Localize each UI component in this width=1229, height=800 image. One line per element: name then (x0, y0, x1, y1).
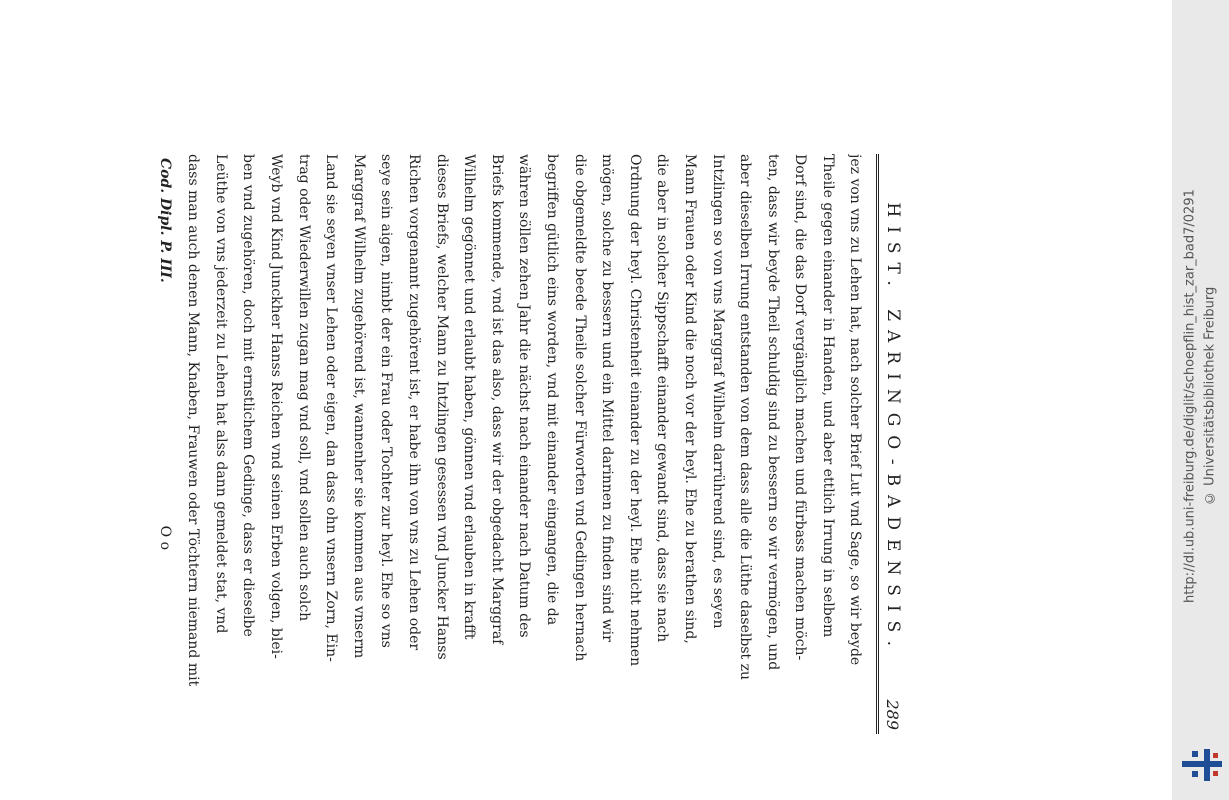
text-line: währen söllen zehen Jahr die nächst nach einander nach Datum des (516, 154, 533, 638)
text-line: Mann Frauen oder Kind die noch vor der heyl. Ehe zu berathen sind, (681, 154, 698, 644)
signature-mark: O o (156, 525, 173, 550)
source-url[interactable]: http://dl.ub.uni-freiburg.de/diglit/schoepflin_hist_zar_bad7/0291 (1182, 189, 1198, 603)
body-text (179, 154, 877, 734)
ub-freiburg-logo-icon (1180, 745, 1224, 785)
text-line: die aber in solcher Sippschafft einander gewandt sind, dass sie nach (654, 154, 671, 643)
page-footer (151, 154, 179, 734)
text-line: Briefs kommende, vnd ist das also, dass wir der obgedacht Marggraf (488, 154, 505, 645)
sidebar-text (1176, 16, 1229, 776)
text-line: die obgemeldte beede Theile solcher Fürworten vnd Gedingen hernach (571, 154, 588, 662)
text-line: Richen vorgenannt zugehörent ist, er habe ihn von vns zu Lehen oder (406, 154, 422, 651)
text-line: ben vnd zugehören, doch mit ernstlichem Gedinge, dass er dieselbe (240, 154, 257, 637)
page-header (877, 154, 924, 734)
logo-accent-top (1213, 753, 1218, 758)
text-line: dieses Briefs, welcher Mann zu Intzlingen gesessen vnd Juncker Hanss (433, 154, 450, 660)
text-line: dass man auch denen Mann, Knaben, Frauwen oder Töchtern niemand mit (185, 154, 202, 687)
text-line: trag oder Wiederwillen zugan mag vnd soll, vnd sollen auch solch (295, 154, 312, 622)
text-line: Land sie seyen vnser Lehen oder eigen, dan dass ohn vnsern Zorn, Ein- (323, 154, 340, 662)
page-number: 289 (883, 699, 903, 730)
citation: Cod. Dipl. P. III. (156, 158, 173, 283)
text-line: Weyb vnd Kind Junckher Hanss Reichen vnd seinen Erben volgen, blei- (268, 154, 285, 659)
text-line: begriffen gütlich eins worden, vnd mit einander eingangen, die da (543, 154, 560, 626)
text-line: Theile gegen einander in Handen, und aber ettlich Irrung in selbem (819, 154, 836, 638)
logo-bar-vertical (1204, 749, 1210, 781)
text-line: Intzlingen so von vns Marggraf Wilhelm darrührend sind, es seyen (709, 154, 726, 629)
page-content (151, 154, 923, 734)
running-head: HIST. ZARINGO-BADENSIS. (883, 202, 904, 656)
text-line: Leüthe von vns jederzeit zu Lehen hat alss dann gemeldet stat, vnd (212, 154, 229, 634)
text-line: Ordnung der heyl. Christenheit einander zu der heyl. Ehe nicht nehmen (626, 154, 643, 667)
logo-bar-horizontal (1182, 761, 1222, 767)
text-line: Dorf sind, die das Dorf vergänglich machen und fürbass machen möch- (792, 154, 809, 661)
text-line: Marggraf Wilhelm zugehörend ist, wannenher sie kommen aus vnserm (350, 154, 367, 659)
text-line: seye sein aigen, nimbt der ein Frau oder Tochter zur heyl. Ehe so vns (378, 154, 395, 648)
text-line: aber dieselben Irrung entstanden von dem dass alle die Lüthe daselbst zu (737, 154, 754, 680)
text-line: Wilhelm gegönnet und erlaubt haben, gönnen vnd erlauben in krafft (461, 154, 478, 640)
logo-block-top (1192, 751, 1198, 757)
logo-block-bottom (1192, 771, 1198, 777)
text-line: mögen, solche zu bessern und ein Mittel darinnen zu finden sind wir (599, 154, 616, 642)
text-line: jez von vns zu Lehen hat, nach solcher Brief Lut vnd Sage, so wir beyde (847, 154, 864, 666)
logo-accent-bottom (1213, 771, 1218, 776)
text-line: ten, dass wir beyde Theil schuldig sind zu bessern so wir vermögen, und (764, 154, 781, 671)
book-page (151, 154, 923, 734)
copyright-notice: © Universitätsbibliothek Freiburg (1202, 286, 1218, 506)
